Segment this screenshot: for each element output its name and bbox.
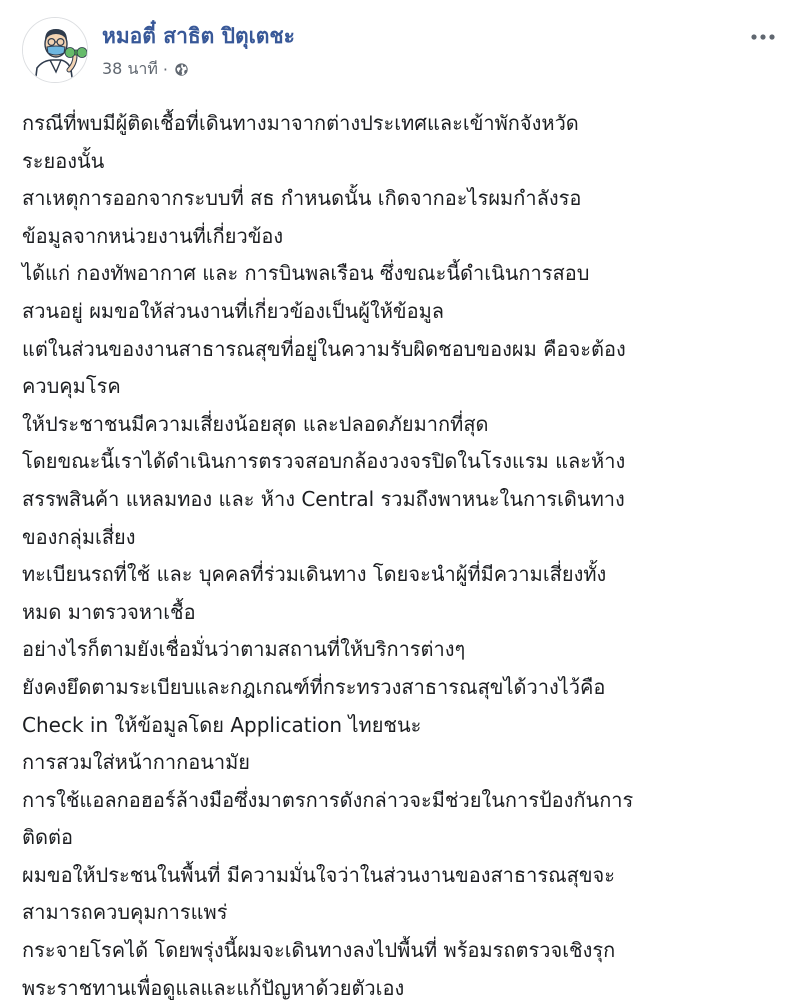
meta-separator: · — [162, 60, 169, 79]
doctor-with-mask-dumbbell-avatar-icon — [23, 18, 88, 83]
post-meta — [102, 57, 189, 82]
more-dots-icon — [750, 33, 776, 41]
post-header — [22, 17, 782, 87]
post-text-line: ระยองนั้น — [22, 148, 105, 173]
post-timestamp[interactable]: 38 นาที — [102, 59, 158, 78]
post-text-line: สรรพสินค้า แหลมทอง และ ห้าง Central รวมถึงพาหนะในการเดินทาง — [22, 486, 625, 511]
post-text-line: โดยขณะนี้เราได้ดำเนินการตรวจสอบกล้องวงจรปิดในโรงแรม และห้าง — [22, 449, 626, 474]
post-text-line: พระราชทานเพื่อดูแลและแก้ปัญหาด้วยตัวเอง — [22, 975, 405, 1000]
post-text-line: สาเหตุการออกจากระบบที่ สธ กำหนดนั้น เกิดจากอะไรผมกำลังรอ — [22, 186, 582, 211]
post-text-line: ได้แก่ กองทัพอากาศ และ การบินพลเรือน ซึ่งขณะนี้ดำเนินการสอบ — [22, 261, 590, 286]
post-text-line: Check in ให้ข้อมูลโดย Application ไทยชนะ — [22, 712, 422, 737]
post-text-line: ของกลุ่มเสี่ยง — [22, 524, 136, 549]
post-text-line: ติดต่อ — [22, 825, 73, 850]
post-text-line: การสวมใส่หน้ากากอนามัย — [22, 750, 251, 775]
author-name-link[interactable]: หมอตี๋ สาธิต ปิตุเตชะ — [102, 24, 295, 48]
post-text-line: แต่ในส่วนของงานสาธารณสุขที่อยู่ในความรับผิดชอบของผม คือจะต้อง — [22, 336, 626, 361]
post-text-line: สามารถควบคุมการแพร่ — [22, 900, 228, 925]
post-text-line: การใช้แอลกอฮอร์ล้างมือซึ่งมาตรการดังกล่าวจะมีช่วยในการป้องกันการ — [22, 787, 634, 812]
post-text-line: ผมขอให้ประชนในพื้นที่ มีความมั่นใจว่าในส่วนงานของสาธารณสุขจะ — [22, 862, 615, 887]
post-text-line: ควบคุมโรค — [22, 374, 121, 399]
post-text-line: ให้ประชาชนมีความเสี่ยงน้อยสุด และปลอดภัยมากที่สุด — [22, 411, 489, 436]
post-text-line: ข้อมูลจากหน่วยงานที่เกี่ยวข้อง — [22, 223, 284, 248]
post-text-line: ทะเบียนรถที่ใช้ และ บุคคลที่ร่วมเดินทาง โดยจะนำผู้ที่มีความเสี่ยงทั้ง — [22, 562, 607, 587]
post-text-line: อย่างไรก็ตามยังเชื่อมั่นว่าตามสถานที่ให้บริการต่างๆ — [22, 637, 466, 662]
post-options-button[interactable] — [746, 25, 780, 49]
post-text-line: กรณีที่พบมีผู้ติดเชื้อที่เดินทางมาจากต่างประเทศและเข้าพักจังหวัด — [22, 111, 579, 135]
post-text-line: ยังคงยึดตามระเบียบและกฎเกณฑ์ที่กระทรวงสาธารณสุขได้วางไว้คือ — [22, 674, 606, 699]
globe-icon[interactable] — [174, 62, 189, 77]
post-body-text — [22, 105, 792, 1007]
author-avatar[interactable] — [22, 17, 88, 83]
post-text-line: หมด มาตรวจหาเชื้อ — [22, 599, 196, 624]
post-text-line: กระจายโรคได้ โดยพรุ่งนี้ผมจะเดินทางลงไปพื้นที่ พร้อมรถตรวจเชิงรุก — [22, 938, 616, 963]
post-text-line: สวนอยู่ ผมขอให้ส่วนงานที่เกี่ยวข้องเป็นผู้ให้ข้อมูล — [22, 298, 445, 323]
